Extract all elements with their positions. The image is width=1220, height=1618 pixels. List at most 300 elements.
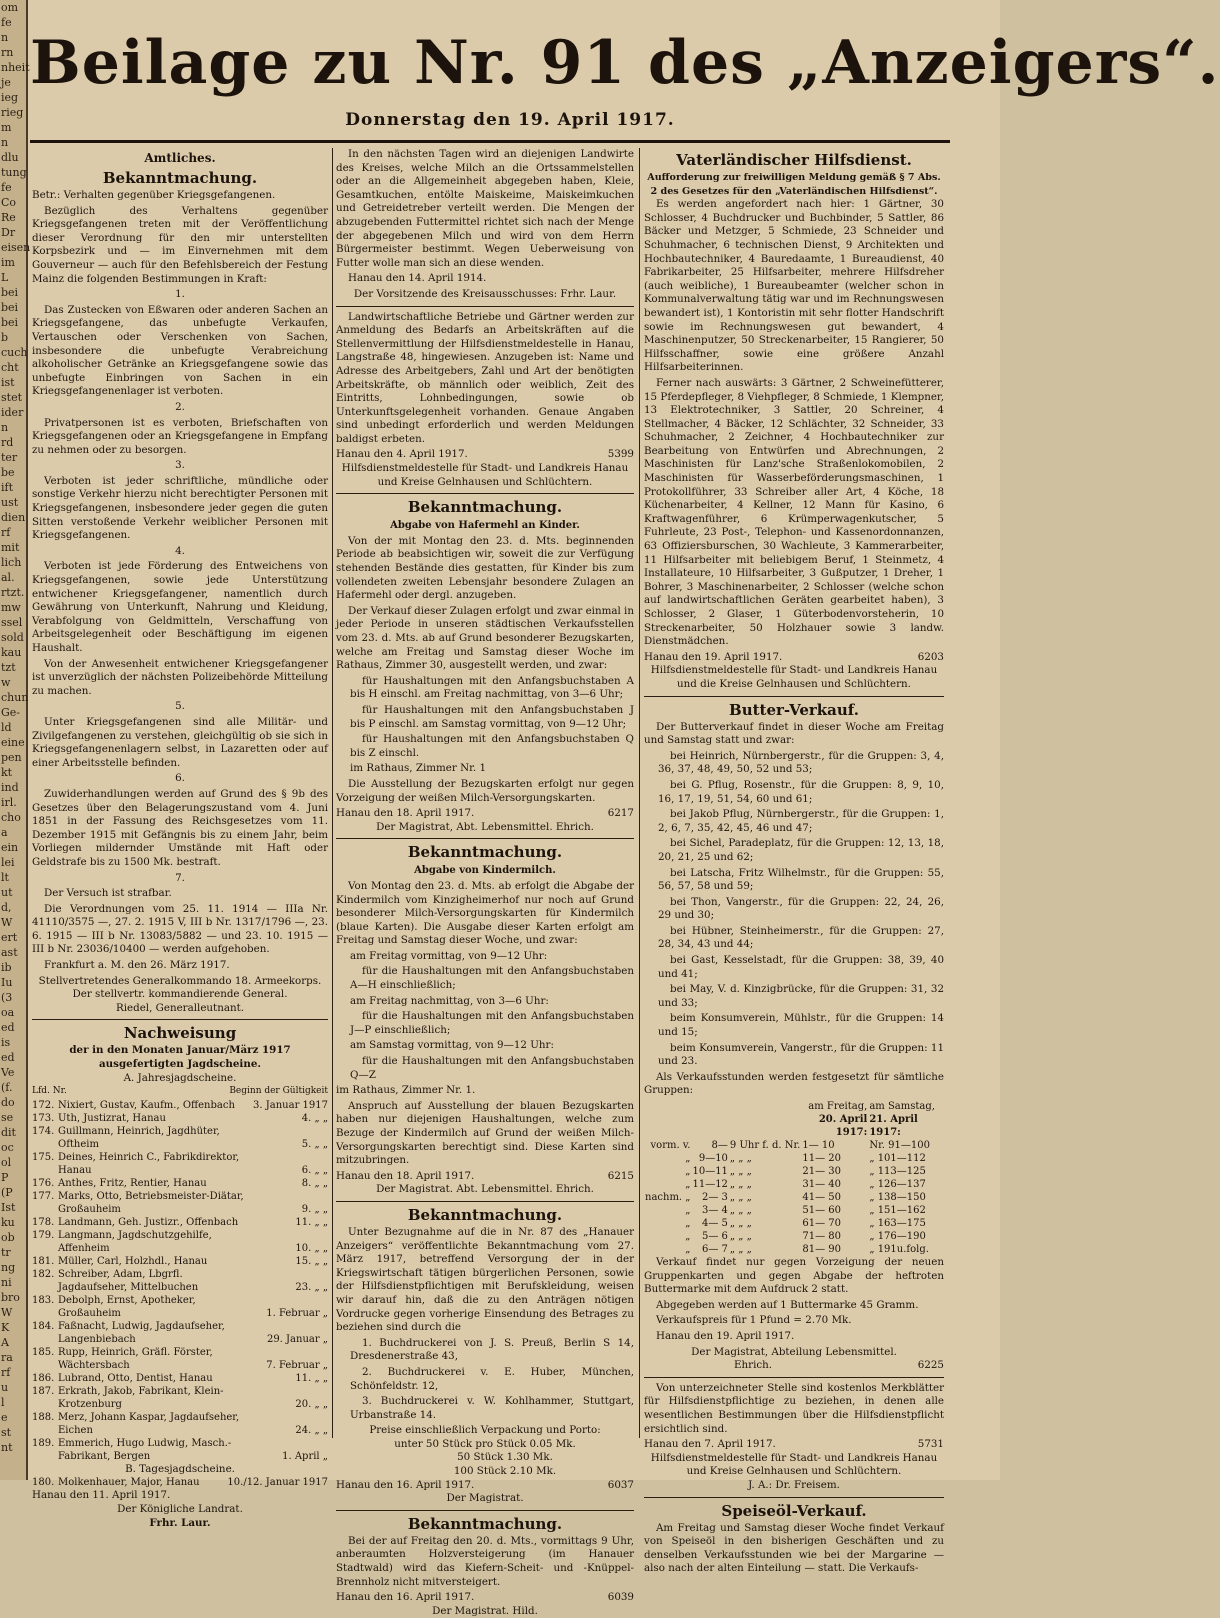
edge-fragment: dlu bbox=[1, 151, 19, 164]
table-cell: 2— 3 bbox=[702, 1192, 728, 1203]
edge-fragment: bei bbox=[1, 286, 19, 299]
table-row bbox=[32, 1476, 328, 1489]
table-cell: 41— 50 bbox=[802, 1192, 842, 1203]
edge-fragment: stet bbox=[1, 391, 22, 404]
entry-number: 177. bbox=[32, 1190, 55, 1202]
edge-fragment: tzt bbox=[1, 661, 16, 674]
edge-fragment: ld bbox=[1, 721, 12, 734]
table-cell: „ bbox=[685, 1179, 691, 1190]
edge-fragment: L bbox=[1, 271, 9, 284]
edge-fragment: mw bbox=[1, 601, 21, 614]
table-cell: Nr. 91—100 bbox=[869, 1140, 930, 1151]
edge-fragment: n bbox=[1, 31, 9, 44]
adjacent-page-edge bbox=[0, 0, 31, 1480]
notice-heading: Bekanntmachung. bbox=[102, 169, 258, 187]
notice-text: Am Freitag und Samstag dieser Woche findet Verkauf von Speiseöl in den bisherigen Geschäften und zu denselben Verkaufsstunden wie bei der Margarine — also nach der alten Einteilung — statt. Die Verkaufs- bbox=[644, 1521, 944, 1575]
edge-fragment: ist bbox=[1, 376, 15, 389]
table-cell: „ 163—175 bbox=[869, 1218, 926, 1229]
place-date: Hanau den 16. April 1917. bbox=[336, 1591, 475, 1604]
entry-date: 4. „ „ bbox=[301, 1112, 328, 1124]
notice-separator bbox=[336, 306, 634, 307]
table-row bbox=[644, 1165, 944, 1178]
edge-fragment: ut bbox=[1, 886, 13, 899]
section-label: Amtliches. bbox=[144, 151, 216, 165]
notice-separator bbox=[644, 1497, 944, 1498]
place-date: Frankfurt a. M. den 26. März 1917. bbox=[44, 959, 230, 972]
edge-fragment: d, bbox=[1, 901, 12, 914]
edge-fragment: pen bbox=[1, 751, 22, 764]
edge-fragment: eine bbox=[1, 736, 25, 749]
entry-date: 9. „ „ bbox=[301, 1203, 328, 1215]
edge-fragment: oa bbox=[1, 1006, 15, 1019]
edge-fragment: A bbox=[1, 1336, 9, 1349]
price-heading: Preise einschließlich Verpackung und Porto: bbox=[369, 1424, 601, 1437]
edge-fragment: bro bbox=[1, 1291, 20, 1304]
edge-fragment: nheit bbox=[1, 61, 30, 74]
notice-separator bbox=[644, 696, 944, 697]
entry-name: Langmann, Jagdschutzgehilfe, Affenheim bbox=[58, 1229, 212, 1254]
edge-fragment: lei bbox=[1, 856, 15, 869]
notice-separator bbox=[32, 1019, 328, 1020]
edge-fragment: a bbox=[1, 826, 8, 839]
section-text: Privatpersonen ist es verboten, Briefschaften von Kriegsgefangenen oder an Kriegsgefangene in Empfang zu nehmen oder zu besorgen. bbox=[32, 416, 328, 456]
edge-fragment: Co bbox=[1, 196, 17, 209]
edge-fragment: cuch bbox=[1, 346, 28, 359]
section-text: Von der Anwesenheit entwichener Kriegsgefangener ist unverzüglich der nächsten Polizeibehörde Mitteilung zu machen. bbox=[32, 657, 328, 697]
section-number: 5. bbox=[175, 700, 185, 713]
table-header-row bbox=[644, 1113, 944, 1139]
notice-heading: Butter-Verkauf. bbox=[729, 700, 859, 719]
price-line: 100 Stück 2.10 Mk. bbox=[453, 1465, 557, 1478]
notice-subject: Betr.: Verhalten gegenüber Kriegsgefangenen. bbox=[32, 189, 276, 201]
edge-fragment: Ge- bbox=[1, 706, 21, 719]
place-date: Hanau den 14. April 1914. bbox=[348, 272, 487, 285]
table-row bbox=[32, 1229, 328, 1255]
table-row bbox=[32, 1216, 328, 1229]
table-cell: 5— 6 bbox=[702, 1231, 728, 1242]
edge-fragment: ieg bbox=[1, 91, 19, 104]
place-date: Hanau den 4. April 1917. bbox=[336, 448, 468, 461]
edge-fragment: fe bbox=[1, 16, 12, 29]
table-row bbox=[644, 1152, 944, 1165]
entry-name: Rupp, Heinrich, Gräfl. Förster, Wächtersbach bbox=[58, 1346, 213, 1371]
column-header: am Freitag, bbox=[808, 1101, 868, 1112]
column-2 bbox=[336, 148, 634, 1617]
edge-fragment: Iu bbox=[1, 976, 13, 989]
edge-fragment: do bbox=[1, 1096, 15, 1109]
entry-name: Anthes, Fritz, Rentier, Hanau bbox=[58, 1177, 207, 1189]
schedule-line: für Haushaltungen mit den Anfangsbuchstaben A bis H einschl. am Freitag nachmittag, von 3—6 Uhr; bbox=[350, 674, 634, 701]
column-header: 21. April 1917: bbox=[869, 1114, 918, 1138]
notice-heading: Bekanntmachung. bbox=[407, 1205, 563, 1224]
notice-text: Die Ausstellung der Bezugskarten erfolgt nur gegen Vorzeigung der weißen Milch-Versorgungskarten. bbox=[336, 777, 634, 804]
signature-line: Der Magistrat. Hild. bbox=[432, 1604, 538, 1617]
edge-fragment: rn bbox=[1, 46, 14, 59]
place-date: Hanau den 11. April 1917. bbox=[32, 1489, 171, 1502]
notice-number: 6215 bbox=[607, 1169, 634, 1182]
place-date-row bbox=[336, 807, 634, 821]
list-heading: B. Tagesjagdscheine. bbox=[125, 1462, 235, 1475]
edge-fragment: im bbox=[1, 256, 15, 269]
table-cell: „ 113—125 bbox=[869, 1166, 926, 1177]
notice-text: Unter Bezugnahme auf die in Nr. 87 des „Hanauer Anzeigers“ veröffentlichte Bekanntmachung vom 27. März 1917, betreffend Versorgung der in der Kriegswirtschaft tätigen bürgerlichen Personen, sowie der Hilfsdienstpflichtigen mit Berufskleidung, weisen wir darauf hin, daß die zu den Anträgen nötigen Vordrucke gegen vorherige Einsendung des Betrages zu beziehen sind durch die bbox=[336, 1225, 634, 1334]
entry-number: 179. bbox=[32, 1229, 55, 1241]
entry-number: 181. bbox=[32, 1255, 55, 1267]
entry-number: 174. bbox=[32, 1125, 55, 1137]
edge-fragment: bei bbox=[1, 316, 19, 329]
edge-fragment: nt bbox=[1, 1441, 13, 1454]
section-number: 1. bbox=[175, 288, 185, 301]
masthead-rule bbox=[30, 140, 950, 143]
edge-fragment: om bbox=[1, 1, 19, 14]
table-row bbox=[32, 1177, 328, 1190]
entry-number: 186. bbox=[32, 1372, 55, 1384]
edge-fragment: ift bbox=[1, 481, 14, 494]
edge-fragment: ter bbox=[1, 451, 18, 464]
entry-date: 11. „ „ bbox=[295, 1216, 328, 1228]
list-item: 2. Buchdruckerei v. E. Huber, München, Schönfeldstr. 12, bbox=[350, 1365, 634, 1392]
place-date: Hanau den 7. April 1917. bbox=[644, 1438, 776, 1451]
notice-subheading: Aufforderung zur freiwilligen Meldung gemäß § 7 Abs. 2 des Gesetzes für den „Vaterländischen Hilfsdienst“. bbox=[647, 172, 941, 197]
table-row bbox=[32, 1255, 328, 1268]
edge-fragment: ol bbox=[1, 1156, 12, 1169]
table-cell: „ 138—150 bbox=[869, 1192, 926, 1203]
notice-number: 6039 bbox=[607, 1591, 634, 1604]
table-row bbox=[644, 1230, 944, 1243]
price-line: 50 Stück 1.30 Mk. bbox=[457, 1451, 553, 1464]
notice-text: Von unterzeichneter Stelle sind kostenlos Merkblätter für Hilfsdienstpflichtige zu beziehen, in denen alle wesentlichen Bestimmungen über die Hilfsdienstpflicht ersichtlich sind. bbox=[644, 1381, 944, 1435]
edge-fragment: Re bbox=[1, 211, 16, 224]
signature-line: Der Magistrat, Abt. Lebensmittel. Ehrich. bbox=[376, 820, 594, 833]
signature-line: Hilfsdienstmeldestelle für Stadt- und Landkreis Hanau und Kreise Gelnhausen und Schlüchtern. bbox=[650, 1451, 938, 1478]
table-cell: „ „ „ bbox=[729, 1205, 752, 1216]
table-cell: 11— 20 bbox=[802, 1153, 842, 1164]
list-item: bei Gast, Kesselstadt, für die Gruppen: 38, 39, 40 und 41; bbox=[658, 954, 944, 980]
schedule-line: am Freitag vormittag, von 9—12 Uhr: bbox=[350, 949, 548, 962]
edge-fragment: lt bbox=[1, 871, 9, 884]
signature-line: Ehrich. bbox=[734, 1359, 773, 1372]
table-cell: 8— bbox=[711, 1140, 728, 1151]
signature-line: Hilfsdienstmeldestelle für Stadt- und Landkreis Hanau und die Kreise Gelnhausen und Schlüchtern. bbox=[650, 664, 938, 690]
notice-heading: Bekanntmachung. bbox=[407, 498, 563, 517]
section-text: Unter Kriegsgefangenen sind alle Militär- und Zivilgefangenen zu verstehen, gleichgültig ob sie sich in Kriegsgefangenenlagern selbst, in Lazaretten oder auf einer Arbeitsstelle befinden. bbox=[32, 715, 328, 769]
signature-row bbox=[644, 1359, 944, 1373]
signature-line: Stellvertretendes Generalkommando 18. Armeekorps. bbox=[38, 974, 322, 987]
day-license-table bbox=[32, 1476, 328, 1489]
notice-number: 6203 bbox=[917, 650, 944, 663]
entry-name: Schreiber, Adam, Lbgrfl. Jagdaufseher, Mittelbuchen bbox=[58, 1268, 199, 1293]
entry-name: Müller, Carl, Holzhdl., Hanau bbox=[58, 1255, 208, 1267]
table-cell: „ „ „ bbox=[729, 1179, 752, 1190]
schedule-line: im Rathaus, Zimmer Nr. 1 bbox=[350, 762, 486, 775]
notice-text: Landwirtschaftliche Betriebe und Gärtner werden zur Anmeldung des Bedarfs an Arbeitskräften auf die Stellenvermittlung der Hilfsdienstmeldestelle in Hanau, Langstraße 48, hingewiesen. Anzugeben ist: Name und Adresse des Arbeitgebers, Zahl und Art der benötigten Arbeitskräfte, ob männlich oder weiblich, Zeit des Eintritts, Lohnbedingungen, sowie ob Unterkunftsgelegenheit vorhanden. Genaue Angaben sind unbedingt erforderlich und werden Meldungen baldigst erbeten. bbox=[336, 310, 634, 445]
entry-date: 5. „ „ bbox=[301, 1138, 328, 1150]
list-item: bei Heinrich, Nürnbergerstr., für die Gruppen: 3, 4, 36, 37, 48, 49, 50, 52 und 53; bbox=[658, 749, 944, 776]
entry-number: 172. bbox=[32, 1099, 55, 1111]
edge-fragment: e bbox=[1, 1411, 8, 1424]
entry-name: Guillmann, Heinrich, Jagdhüter, Oftheim bbox=[58, 1125, 220, 1150]
edge-fragment: tr bbox=[1, 1246, 11, 1259]
edge-fragment: Ve bbox=[1, 1066, 15, 1079]
notice-text: Anspruch auf Ausstellung der blauen Bezugskarten haben nur diejenigen Haushaltungen, welche zum Bezuge der Kindermilch auf Grund der weißen Milch-Versorgungskarten berechtigt sind. Diese Karten sind mitzubringen. bbox=[336, 1099, 634, 1167]
notice-text: Der Butterverkauf findet in dieser Woche am Freitag und Samstag statt und zwar: bbox=[644, 720, 944, 747]
edge-fragment: ib bbox=[1, 961, 12, 974]
place-date: Hanau den 18. April 1917. bbox=[336, 1169, 475, 1182]
table-cell: 81— 90 bbox=[802, 1244, 842, 1255]
table-row bbox=[32, 1385, 328, 1411]
entry-name: Faßnacht, Ludwig, Jagdaufseher, Langenbiebach bbox=[58, 1320, 225, 1345]
hunting-license-table bbox=[32, 1099, 328, 1463]
table-cell: 51— 60 bbox=[802, 1205, 842, 1216]
notice-number: 5731 bbox=[917, 1438, 944, 1451]
table-cell: „ bbox=[685, 1205, 691, 1216]
entry-number: 178. bbox=[32, 1216, 55, 1228]
entry-date: 6. „ „ bbox=[301, 1164, 328, 1176]
place-date-row bbox=[336, 1479, 634, 1493]
edge-fragment: kau bbox=[1, 646, 22, 659]
table-row bbox=[32, 1099, 328, 1112]
table-cell: 11—12 bbox=[692, 1179, 728, 1190]
edge-fragment: u bbox=[1, 1381, 9, 1394]
list-item: bei Sichel, Paradeplatz, für die Gruppen: 12, 13, 18, 20, 21, 25 und 62; bbox=[658, 837, 944, 863]
schedule-line: für die Haushaltungen mit den Anfangsbuchstaben A—H einschließlich; bbox=[350, 965, 634, 992]
notice-separator bbox=[336, 1201, 634, 1202]
schedule-line: für Haushaltungen mit den Anfangsbuchstaben Q bis Z einschl. bbox=[350, 733, 634, 759]
entry-name: Molkenhauer, Major, Hanau bbox=[58, 1477, 200, 1489]
notice-number: 6217 bbox=[607, 807, 634, 820]
edge-fragment: ni bbox=[1, 1276, 12, 1289]
signature-line: Der Magistrat. bbox=[446, 1492, 524, 1505]
entry-number: 183. bbox=[32, 1294, 55, 1306]
edge-fragment: P bbox=[1, 1171, 9, 1184]
table-row bbox=[32, 1320, 328, 1346]
edge-fragment: W bbox=[1, 1306, 13, 1319]
entry-date: 23. „ „ bbox=[295, 1281, 328, 1293]
table-row bbox=[644, 1204, 944, 1217]
signature-line: Der Vorsitzende des Kreisausschusses: Frhr. Laur. bbox=[353, 287, 617, 300]
notice-text: Es werden angefordert nach hier: 1 Gärtner, 30 Schlosser, 4 Buchdrucker und Buchbinder, 5 Sattler, 86 Bäcker und Metzger, 5 Schmiede, 23 Schneider und Schuhmacher, 6 technischen Dienst, 9 Architekten und Hochbautechniker, 4 Bauredaamte, 1 Bureaudienst, 40 Fabrikarbeiter, 25 Hilfsarbeiter, mehrere Hilfsdreher (auch weibliche), 1 Bureaubeamter (welcher schon in Kommunalverwaltung tätig war und im Rechnungswesen bewandert ist), 1 Kontoristin mit sehr flotter Handschrift sowie im Rechnungswesen gut bewandert, 4 Maschinenputzer, 50 Streckenarbeiter, 15 Rangierer, 50 Hilfsschaffner, sowie eine größere Anzahl Hilfsarbeiterinnen. bbox=[644, 198, 944, 374]
edge-fragment: st bbox=[1, 1426, 12, 1439]
table-cell: „ bbox=[685, 1218, 691, 1229]
entry-name: Nixiert, Gustav, Kaufm., Offenbach bbox=[58, 1099, 235, 1111]
place-date-row bbox=[336, 1170, 634, 1184]
table-cell: „ „ „ bbox=[729, 1244, 752, 1255]
edge-fragment: tung bbox=[1, 166, 27, 179]
entry-date: 10. „ „ bbox=[295, 1242, 328, 1254]
edge-fragment: ssel bbox=[1, 616, 23, 629]
notice-subheading: Abgabe von Hafermehl an Kinder. bbox=[390, 520, 580, 532]
entry-name: Merz, Johann Kaspar, Jagdaufseher, Eichen bbox=[58, 1411, 240, 1436]
section-text: Der Versuch ist strafbar. bbox=[44, 887, 172, 900]
notice-subheading: Abgabe von Kindermilch. bbox=[414, 865, 556, 877]
notice-separator bbox=[336, 1510, 634, 1511]
table-cell: „ „ „ bbox=[729, 1153, 752, 1164]
table-row bbox=[644, 1217, 944, 1230]
table-cell: „ „ „ bbox=[729, 1218, 752, 1229]
entry-date: 24. „ „ bbox=[295, 1424, 328, 1436]
list-item: bei Latscha, Fritz Wilhelmstr., für die Gruppen: 55, 56, 57, 58 und 59; bbox=[658, 866, 944, 893]
entry-date: 15. „ „ bbox=[295, 1255, 328, 1267]
list-item: bei Thon, Vangerstr., für die Gruppen: 22, 24, 26, 29 und 30; bbox=[658, 895, 944, 922]
edge-fragment: ein bbox=[1, 841, 19, 854]
entry-number: 189. bbox=[32, 1437, 55, 1449]
notice-text: Verkaufspreis für 1 Pfund = 2.70 Mk. bbox=[656, 1314, 852, 1327]
signature-line: Der Magistrat, Abteilung Lebensmittel. bbox=[691, 1345, 897, 1358]
entry-number: 187. bbox=[32, 1385, 55, 1397]
table-row bbox=[32, 1372, 328, 1385]
table-row bbox=[32, 1437, 328, 1463]
table-cell: „ „ „ bbox=[729, 1192, 752, 1203]
entry-name: Debolph, Ernst, Apotheker, Großauheim bbox=[58, 1294, 196, 1319]
masthead-title: Beilage zu Nr. 91 des „Anzeigers“. bbox=[30, 28, 1220, 98]
edge-fragment: je bbox=[1, 76, 11, 89]
table-row bbox=[644, 1243, 944, 1256]
edge-fragment: oc bbox=[1, 1141, 14, 1154]
section-number: 6. bbox=[175, 772, 185, 785]
section-number: 7. bbox=[175, 871, 185, 884]
column-header: am Samstag, bbox=[869, 1101, 935, 1112]
edge-fragment: rieg bbox=[1, 106, 24, 119]
signature-line: Der stellvertr. kommandierende General. bbox=[72, 988, 288, 1001]
table-cell: „ „ „ bbox=[729, 1231, 752, 1242]
table-row bbox=[32, 1294, 328, 1320]
edge-fragment: ob bbox=[1, 1231, 15, 1244]
list-item: 3. Buchdruckerei v. W. Kohlhammer, Stuttgart, Urbanstraße 14. bbox=[350, 1395, 634, 1421]
table-row bbox=[644, 1139, 944, 1152]
edge-fragment: lich bbox=[1, 556, 22, 569]
notice-text: Ferner nach auswärts: 3 Gärtner, 2 Schweinefütterer, 15 Pferdepfleger, 8 Viehpfleger, 8 Schmiede, 1 Klempner, 13 Elektrotechniker, 3 Sattler, 20 Schreiner, 4 Stellmacher, 4 Bäcker, 12 Schlächter, 32 Schneider, 33 Schuhmacher, 2 Zeichner, 4 Hochbautechniker zur Bearbeitung von Entwürfen und Abrechnungen, 2 Maschinisten für Lanz'sche Straßenlokomobilen, 2 Maschinisten für Wasserbeförderungsmaschinen, 1 Protokollführer, 33 Schreiber aller Art, 4 Köche, 18 Küchenarbeiter, 4 Kellner, 12 Mann für Kasino, 6 Kraftwagenführer, 6 Krümperwagenkutscher, 5 Fuhrleute, 23 Post-, Telephon- und Kassenordonnanzen, 63 Offiziersburschen, 30 Wachleute, 3 Kammerarbeiter, 11 Hilfsarbeiter mit beliebigem Beruf, 1 Steinmetz, 4 Installateure, 10 Hilfsarbeiter, 3 Gußputzer, 1 Dreher, 1 Bohrer, 3 Maschinenarbeiter, 2 Schlosser (welche schon auf landwirtschaftlichen Geräten gearbeitet haben), 3 Schlosser, 2 Glaser, 1 Güterbodenvorsteherin, 10 Streckenarbeiter, 50 Holzhauer sowie 3 landw. Dienstmädchen. bbox=[644, 376, 944, 648]
edge-fragment: ert bbox=[1, 931, 18, 944]
notice-text: Verkauf findet nur gegen Vorzeigung der neuen Gruppenkarten und gegen Abgabe der heftroten Buttermarke mit dem Aufdruck 2 statt. bbox=[644, 1256, 944, 1296]
place-date: Hanau den 16. April 1917. bbox=[336, 1478, 475, 1491]
entry-date: 7. Februar „ bbox=[266, 1359, 328, 1371]
table-row bbox=[644, 1191, 944, 1204]
edge-fragment: ra bbox=[1, 1351, 13, 1364]
notice-text: Als Verkaufsstunden werden festgesetzt für sämtliche Gruppen: bbox=[644, 1070, 944, 1097]
edge-fragment: irl. bbox=[1, 796, 17, 809]
edge-fragment: (3 bbox=[1, 991, 13, 1004]
table-cell: „ 101—112 bbox=[869, 1153, 926, 1164]
table-cell: „ „ „ bbox=[729, 1166, 752, 1177]
schedule-line: am Samstag vormittag, von 9—12 Uhr: bbox=[350, 1039, 554, 1052]
edge-fragment: b bbox=[1, 331, 9, 344]
list-item: beim Konsumverein, Vangerstr., für die Gruppen: 11 und 23. bbox=[658, 1041, 944, 1068]
entry-date: 11. „ „ bbox=[295, 1372, 328, 1384]
entry-name: Deines, Heinrich C., Fabrikdirektor, Hanau bbox=[58, 1151, 240, 1176]
list-item: bei Jakob Pflug, Nürnbergerstr., für die Gruppen: 1, 2, 6, 7, 35, 42, 45, 46 und 47; bbox=[658, 808, 944, 834]
signature-line: Riedel, Generalleutnant. bbox=[115, 1001, 245, 1014]
column-1 bbox=[32, 148, 328, 1529]
entry-number: 184. bbox=[32, 1320, 55, 1332]
schedule-line: am Freitag nachmittag, von 3—6 Uhr: bbox=[350, 994, 549, 1007]
table-cell: 71— 80 bbox=[802, 1231, 842, 1242]
list-item: beim Konsumverein, Mühlstr., für die Gruppen: 14 und 15; bbox=[658, 1012, 944, 1039]
list-item: bei Hübner, Steinheimerstr., für die Gruppen: 27, 28, 34, 43 und 44; bbox=[658, 924, 944, 951]
edge-fragment: n bbox=[1, 421, 9, 434]
entry-name: Uth, Justizrat, Hanau bbox=[58, 1112, 166, 1124]
entry-date: 3. Januar 1917 bbox=[253, 1099, 328, 1111]
table-cell: 10—11 bbox=[692, 1166, 728, 1177]
table-row bbox=[644, 1178, 944, 1191]
edge-fragment: Dr bbox=[1, 226, 16, 239]
signature-line: Frhr. Laur. bbox=[149, 1516, 211, 1529]
edge-fragment: ed bbox=[1, 1021, 15, 1034]
entry-name: Lubrand, Otto, Dentist, Hanau bbox=[58, 1372, 213, 1384]
list-item: bei G. Pflug, Rosenstr., für die Gruppen: 8, 9, 10, 16, 17, 19, 51, 54, 60 und 61; bbox=[658, 778, 944, 805]
section-text: Verboten ist jede Förderung des Entweichens von Kriegsgefangenen, sowie jede Unterstützung entwichener Kriegsgefangener, namentlich durch Gewährung von Unterkunft, Nahrung und Kleidung, Verabfolgung von Geldmitteln, Verschaffung von Arbeitsgelegenheit oder Beschäftigung im eigenen Haushalt. bbox=[32, 560, 328, 654]
section-text: Das Zustecken von Eßwaren oder anderen Sachen an Kriegsgefangene, das unbefugte Verkaufen, Vertauschen oder Verschenken von Sachen, insbesondere die unbefugte Verabreichung alkoholischer Getränke an Kriegsgefangene sowie das unbefugte Einbringen von Sachen in ein Kriegsgefangenenlager ist verboten. bbox=[32, 303, 328, 398]
entry-number: 185. bbox=[32, 1346, 55, 1358]
schedule-line: für die Haushaltungen mit den Anfangsbuchstaben J—P einschließlich; bbox=[350, 1010, 634, 1036]
table-cell: vorm. v. bbox=[650, 1140, 691, 1151]
column-3 bbox=[644, 148, 944, 1575]
entry-number: 173. bbox=[32, 1112, 55, 1124]
notice-heading: Vaterländischer Hilfsdienst. bbox=[676, 151, 912, 169]
notice-number: 6037 bbox=[607, 1478, 634, 1491]
entry-date: 10./12. Januar 1917 bbox=[227, 1477, 328, 1489]
place-date-row bbox=[336, 1591, 634, 1605]
edge-fragment: ust bbox=[1, 496, 19, 509]
edge-fragment: al. bbox=[1, 571, 15, 584]
place-date-row bbox=[336, 448, 634, 462]
section-text: Zuwiderhandlungen werden auf Grund des § 9b des Gesetzes über den Belagerungszustand vom 4. Juni 1851 in der Fassung des Reichsgesetzes vom 11. Dezember 1915 mit Gefängnis bis zu einem Jahr, beim Vorliegen mildernder Umstände mit Haft oder Geldstrafe bis zu 1500 Mk. bestraft. bbox=[32, 787, 328, 868]
entry-date: 1. Februar „ bbox=[266, 1307, 328, 1319]
edge-fragment: bei bbox=[1, 301, 19, 314]
section-text: Die Verordnungen vom 25. 11. 1914 — IIIa Nr. 41110/3575 —, 27. 2. 1915 V, III b Nr. 1317/1796 —, 23. 6. 1915 — III b Nr. 13083/5882 — und 23. 10. 1915 — III b Nr. 23036/10400 — werden aufgehoben. bbox=[32, 902, 328, 956]
signature-line: J. A.: Dr. Freisem. bbox=[748, 1478, 840, 1491]
notice-intro: Bezüglich des Verhaltens gegenüber Kriegsgefangenen treten mit der Veröffentlichung dieser Verordnung für den mir unterstellten Korpsbezirk und — im Einvernehmen mit dem Gouverneur — auch für den Befehlsbereich der Festung Mainz die folgenden Bestimmungen in Kraft: bbox=[32, 204, 328, 285]
notice-heading: Speiseöl-Verkauf. bbox=[721, 1501, 867, 1520]
table-cell: „ bbox=[685, 1231, 691, 1242]
table-header-row bbox=[644, 1100, 944, 1113]
edge-fragment: fe bbox=[1, 181, 12, 194]
table-cell: 21— 30 bbox=[802, 1166, 842, 1177]
edge-fragment: dit bbox=[1, 1126, 16, 1139]
entry-number: 182. bbox=[32, 1268, 55, 1280]
notice-text: Von der mit Montag den 23. d. Mts. beginnenden Periode ab beabsichtigen wir, soweit die zur Verfügung stehenden Bestände dies gestatten, für Kinder bis zum vollendeten zweiten Lebensjahr besondere Zulagen an Hafermehl oder dergl. anzugeben. bbox=[336, 534, 634, 602]
entry-date: 8. „ „ bbox=[301, 1177, 328, 1189]
notice-text: Bei der auf Freitag den 20. d. Mts., vormittags 9 Uhr, anberaumten Holzversteigerung (im Hanauer Stadtwald) wird das Kiefern-Scheit- und -Knüppel-Brennholz nicht mitversteigert. bbox=[336, 1534, 634, 1588]
table-row bbox=[32, 1346, 328, 1372]
list-column-headers bbox=[32, 1085, 328, 1099]
section-text: Verboten ist jeder schriftliche, mündliche oder sonstige Verkehr hierzu nicht berechtigter Personen mit Kriegsgefangenen, insbesondere jeder gegen die guten Sitten verstoßende Verkehr weiblicher Personen mit Kriegsgefangenen. bbox=[32, 474, 328, 542]
table-row bbox=[32, 1268, 328, 1294]
edge-fragment: is bbox=[1, 1036, 11, 1049]
edge-fragment: kt bbox=[1, 766, 13, 779]
edge-fragment: rf bbox=[1, 1366, 11, 1379]
column-header-validity: Beginn der Gültigkeit bbox=[229, 1086, 328, 1097]
edge-fragment: be bbox=[1, 466, 15, 479]
edge-fragment: chun bbox=[1, 691, 29, 704]
entry-date: 29. Januar „ bbox=[266, 1333, 328, 1345]
notice-text: Der Verkauf dieser Zulagen erfolgt und zwar einmal in jeder Periode in unseren städtischen Verkaufsstellen vom 23. d. Mts. ab auf Grund besonderer Bezugskarten, welche am Freitag und Samstag dieser Woche im Rathaus, Zimmer 30, ausgestellt werden, und zwar: bbox=[336, 604, 634, 672]
table-cell: 61— 70 bbox=[802, 1218, 842, 1229]
notice-number: 6225 bbox=[917, 1359, 944, 1372]
table-cell: 3— 4 bbox=[702, 1205, 728, 1216]
table-row bbox=[32, 1411, 328, 1437]
column-header-nr: Lfd. Nr. bbox=[32, 1086, 67, 1097]
notice-heading: Bekanntmachung. bbox=[407, 843, 563, 862]
notice-heading: Bekanntmachung. bbox=[407, 1514, 563, 1533]
price-line: unter 50 Stück pro Stück 0.05 Mk. bbox=[394, 1437, 576, 1450]
table-cell: 31— 40 bbox=[802, 1179, 842, 1190]
table-cell: „ 176—190 bbox=[869, 1231, 926, 1242]
schedule-line: für Haushaltungen mit den Anfangsbuchstaben J bis P einschl. am Samstag vormittag, von 9—12 Uhr; bbox=[350, 703, 634, 730]
table-cell: 9—10 bbox=[698, 1153, 728, 1164]
table-cell: 6— 7 bbox=[702, 1244, 728, 1255]
notice-text: Von Montag den 23. d. Mts. ab erfolgt die Abgabe der Kindermilch vom Kinzigheimerhof nur noch auf Grund besonderer Milch-Versorgungskarten für Kindermilch (blaue Karten). Die Ausgabe dieser Karten erfolgt am Freitag und Samstag dieser Woche, und zwar: bbox=[336, 879, 634, 947]
notice-text: Abgegeben werden auf 1 Buttermarke 45 Gramm. bbox=[656, 1298, 919, 1311]
